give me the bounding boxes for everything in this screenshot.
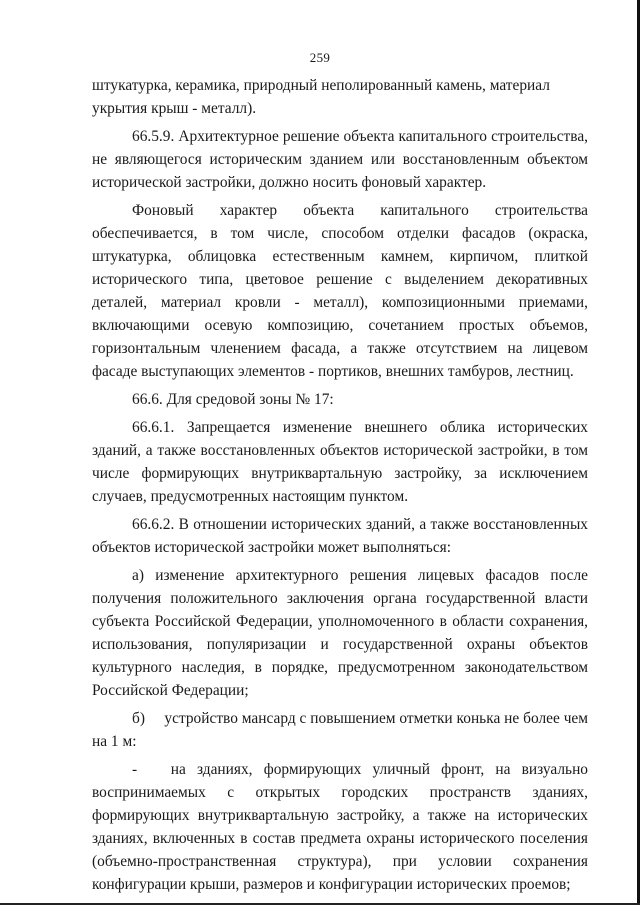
- section-heading-66-6: 66.6. Для средовой зоны № 17:: [132, 391, 334, 408]
- page-number: 259: [309, 50, 331, 65]
- paragraph-66-6-1: 66.6.1. Запрещается изменение внешнего облика исторических зданий, а также восстановленных объектов исторической застройки, в том числе формирующих внутриквартальную застройку, за исключением случаев, предусмотренных настоящим пунктом.: [92, 419, 588, 505]
- paragraph-66-5-9: 66.5.9. Архитектурное решение объекта капитального строительства, не являющегося историческим зданием или восстановленным объектом исторической застройки, должно носить фоновый характер.: [92, 128, 588, 191]
- document-body: [92, 74, 592, 896]
- paragraph-66-6-2: 66.6.2. В отношении исторических зданий, а также восстановленных объектов исторической застройки может выполняться:: [92, 516, 588, 556]
- paragraph-continuation: штукатурка, керамика, природный неполированный камень, материал укрытия крыш - металл).: [92, 77, 550, 117]
- list-item-a: а) изменение архитектурного решения лицевых фасадов после получения положительного заключения органа государственной власти субъекта Российской Федерации, уполномоченного в области сохранения, использования, популяризации и государственной охраны объектов культурного наследия, в порядке, предусмотренном законодательством Российской Федерации;: [92, 567, 588, 699]
- paragraph-background-character: Фоновый характер объекта капитального строительства обеспечивается, в том числе, способом отделки фасадов (окраска, штукатурка, облицовка естественным камнем, кирпичом, плиткой исторического типа, цветовое решение с выделением декоративных деталей, материал кровли - металл), композиционными приемами, включающими осевую композицию, сочетанием простых объемов, горизонтальным членением фасада, а также отсутствием на лицевом фасаде выступающих элементов - портиков, внешних тамбуров, лестниц.: [92, 202, 588, 380]
- list-item-b: б) устройство мансард с повышением отметки конька не более чем на 1 м:: [92, 710, 592, 750]
- list-subitem-dash: - на зданиях, формирующих уличный фронт, на визуально воспринимаемых с открытых городских пространств зданиях, формирующих внутриквартальную застройку, а также на исторических зданиях, включенных в состав предмета охраны исторического поселения (объемно-пространственная структура), при условии сохранения конфигурации крыши, размеров и конфигурации исторических проемов;: [92, 761, 592, 893]
